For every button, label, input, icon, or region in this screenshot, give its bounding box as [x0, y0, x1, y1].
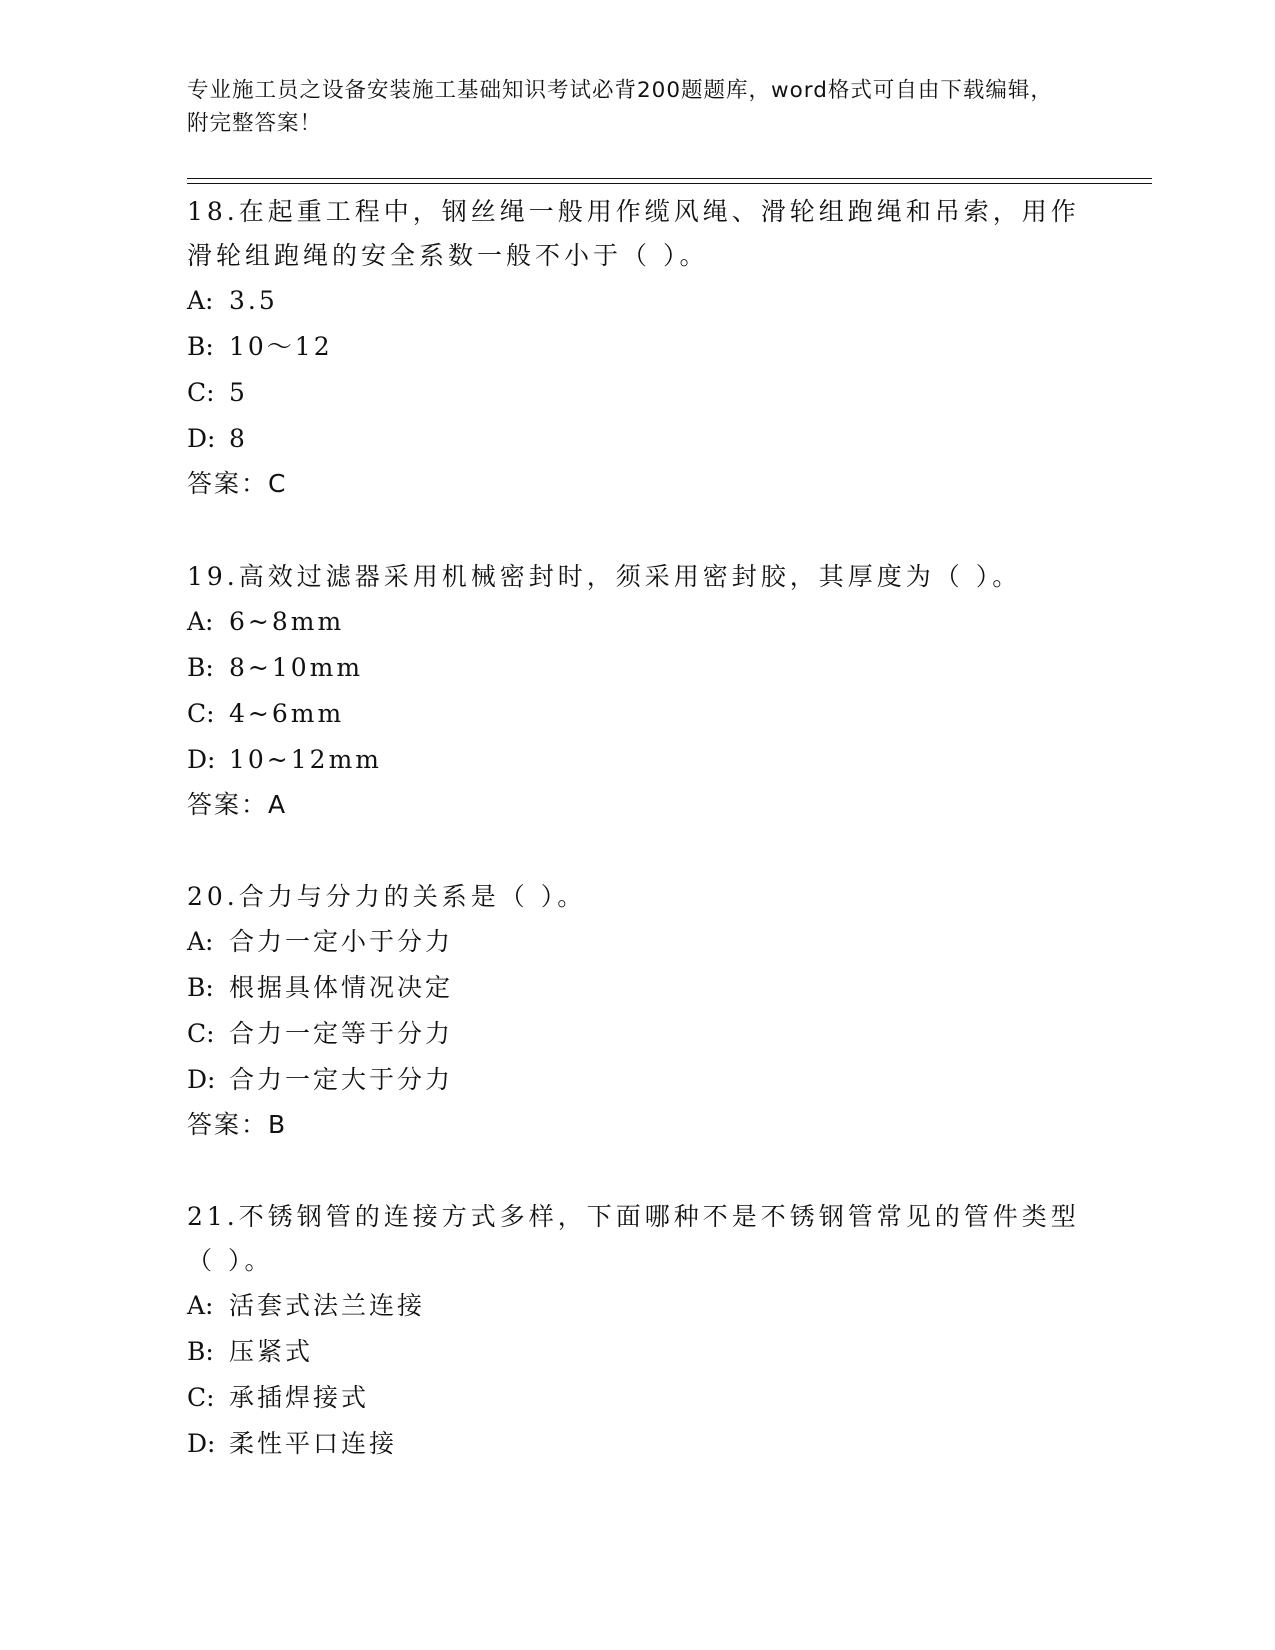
option-c [187, 1375, 1087, 1421]
option-letter: A: [187, 607, 214, 636]
option-d [187, 1057, 1087, 1103]
question-stem: 21.不锈钢管的连接方式多样，下面哪种不是不锈钢管常见的管件类型（ ）。 [187, 1202, 1080, 1275]
document-header: 专业施工员之设备安装施工基础知识考试必背200题题库，word格式可自由下载编辑，附完整答案！ [187, 78, 1053, 136]
option-c [187, 691, 1087, 737]
option-letter: B: [187, 1337, 214, 1366]
question-stem: 19.高效过滤器采用机械密封时，须采用密封胶，其厚度为（ ）。 [187, 562, 1022, 591]
option-text: 8~10mm [229, 653, 364, 682]
option-letter: C: [187, 1383, 215, 1412]
answer-label: 答案： [187, 790, 269, 819]
option-text: 5 [229, 378, 248, 407]
option-text: 根据具体情况决定 [229, 973, 454, 1002]
option-letter: B: [187, 653, 214, 682]
answer-value: C [268, 469, 286, 498]
option-text: 承插焊接式 [229, 1383, 370, 1412]
question-20 [187, 875, 1087, 1147]
answer-value: B [268, 1110, 286, 1139]
option-b [187, 965, 1087, 1011]
question-19 [187, 555, 1087, 827]
option-a [187, 599, 1087, 645]
option-a [187, 919, 1087, 965]
option-text: 柔性平口连接 [229, 1429, 398, 1458]
option-letter: C: [187, 699, 215, 728]
option-letter: C: [187, 1019, 215, 1048]
option-text: 10～12 [229, 332, 333, 361]
option-b [187, 324, 1087, 370]
header-divider-bottom [187, 183, 1152, 184]
option-letter: B: [187, 332, 214, 361]
option-letter: A: [187, 1291, 214, 1320]
option-a [187, 278, 1087, 324]
option-text: 6~8mm [229, 607, 345, 636]
option-letter: A: [187, 286, 214, 315]
answer-line [187, 783, 1087, 827]
option-text: 10~12mm [229, 745, 382, 774]
option-text: 合力一定大于分力 [229, 1065, 454, 1094]
option-letter: C: [187, 378, 215, 407]
option-text: 活套式法兰连接 [229, 1291, 426, 1320]
option-a [187, 1283, 1087, 1329]
option-text: 3.5 [229, 286, 278, 315]
option-letter: A: [187, 927, 214, 956]
option-c [187, 370, 1087, 416]
option-b [187, 1329, 1087, 1375]
option-letter: D: [187, 1065, 216, 1094]
option-text: 4~6mm [229, 699, 345, 728]
option-d [187, 416, 1087, 462]
option-text: 合力一定小于分力 [229, 927, 454, 956]
option-c [187, 1011, 1087, 1057]
option-letter: D: [187, 424, 216, 453]
answer-label: 答案： [187, 1110, 269, 1139]
option-d [187, 1421, 1087, 1467]
answer-value: A [268, 790, 286, 819]
option-letter: B: [187, 973, 214, 1002]
option-text: 8 [229, 424, 248, 453]
header-divider-top [187, 178, 1152, 179]
option-b [187, 645, 1087, 691]
option-d [187, 737, 1087, 783]
question-18 [187, 190, 1087, 506]
question-21 [187, 1195, 1087, 1467]
option-text: 压紧式 [229, 1337, 314, 1366]
answer-line [187, 462, 1087, 506]
question-stem: 18.在起重工程中，钢丝绳一般用作缆风绳、滑轮组跑绳和吊索，用作滑轮组跑绳的安全系数一般不小于（ ）。 [187, 197, 1080, 270]
answer-label: 答案： [187, 469, 269, 498]
option-letter: D: [187, 745, 216, 774]
answer-line [187, 1103, 1087, 1147]
option-letter: D: [187, 1429, 216, 1458]
option-text: 合力一定等于分力 [229, 1019, 454, 1048]
question-stem: 20.合力与分力的关系是（ ）。 [187, 882, 587, 911]
